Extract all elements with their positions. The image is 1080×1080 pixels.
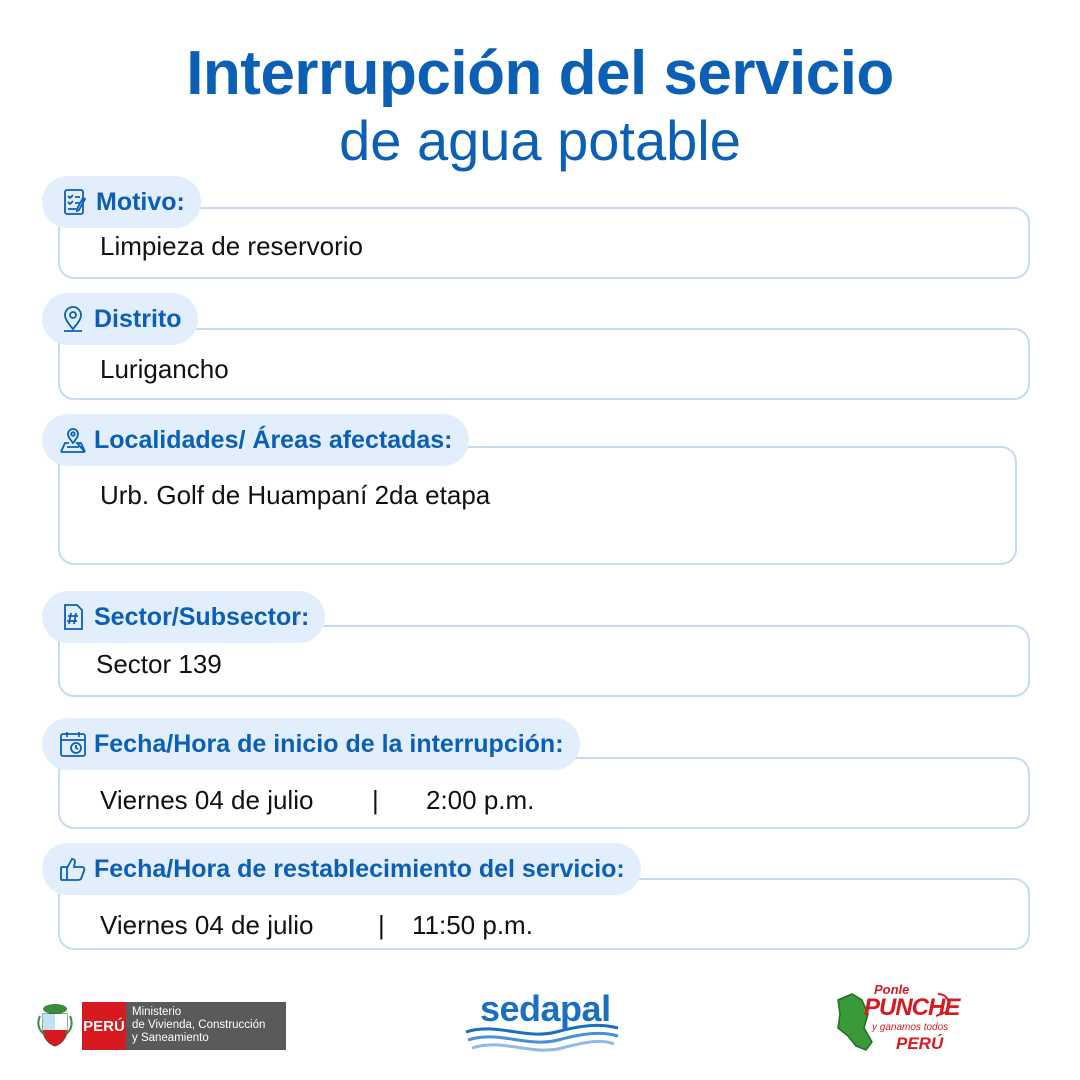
hashtag-icon xyxy=(58,602,88,632)
sector-label-pill xyxy=(42,591,325,643)
inicio-time: 2:00 p.m. xyxy=(426,785,535,815)
ministry-name xyxy=(126,1002,286,1050)
distrito-label: Distrito xyxy=(94,304,182,333)
motivo-label: Motivo: xyxy=(96,187,185,216)
gov-logo xyxy=(36,1000,286,1052)
ponle-punche-logo xyxy=(820,980,960,1060)
sedapal-logo xyxy=(462,988,622,1054)
motivo-label-pill xyxy=(42,176,201,228)
coat-of-arms-icon xyxy=(36,1002,74,1050)
inicio-separator: | xyxy=(372,785,379,815)
restablecimiento-time: 11:50 p.m. xyxy=(412,910,533,940)
distrito-label-pill xyxy=(42,293,198,345)
distrito-value: Lurigancho xyxy=(100,354,229,384)
motivo-card xyxy=(58,207,1030,279)
localidades-label: Localidades/ Áreas afectadas: xyxy=(94,425,453,454)
restablecimiento-label-pill xyxy=(42,843,641,895)
title-line-1: Interrupción del servicio xyxy=(186,39,894,108)
sector-value: Sector 139 xyxy=(96,649,222,679)
sector-label: Sector/Subsector: xyxy=(94,602,310,631)
location-pin-icon xyxy=(58,304,88,334)
ministry-line-2: de Vivienda, Construcción xyxy=(132,1019,266,1031)
thumbs-up-icon xyxy=(58,854,88,884)
restablecimiento-date: Viernes 04 de julio xyxy=(100,910,314,940)
restablecimiento-label: Fecha/Hora de restablecimiento del servicio: xyxy=(94,854,625,883)
localidades-value: Urb. Golf de Huampaní 2da etapa xyxy=(100,480,491,510)
peru-badge: PERÚ xyxy=(82,1002,126,1050)
inicio-label: Fecha/Hora de inicio de la interrupción: xyxy=(94,729,564,758)
checklist-icon xyxy=(60,187,90,217)
water-waves-icon xyxy=(462,988,622,1054)
ministry-line-1: Ministerio xyxy=(132,1006,182,1018)
punche-line-3: y ganamos todos xyxy=(872,1022,949,1033)
calendar-clock-icon xyxy=(58,729,88,759)
inicio-date: Viernes 04 de julio xyxy=(100,785,314,815)
page-title xyxy=(0,38,1080,172)
ministry-line-3: y Saneamiento xyxy=(132,1032,209,1044)
inicio-label-pill xyxy=(42,718,580,770)
punche-line-1: Ponle xyxy=(874,982,910,997)
sedapal-wordmark: sedapal xyxy=(480,988,611,1029)
localidades-label-pill xyxy=(42,414,469,466)
map-pin-icon xyxy=(58,425,88,455)
title-line-2: de agua potable xyxy=(339,109,741,172)
motivo-value: Limpieza de reservorio xyxy=(100,231,364,261)
punche-line-2: PUNCHE xyxy=(864,994,960,1021)
punche-line-4: PERÚ xyxy=(896,1034,944,1053)
distrito-card xyxy=(58,328,1030,400)
restablecimiento-separator: | xyxy=(378,910,385,940)
